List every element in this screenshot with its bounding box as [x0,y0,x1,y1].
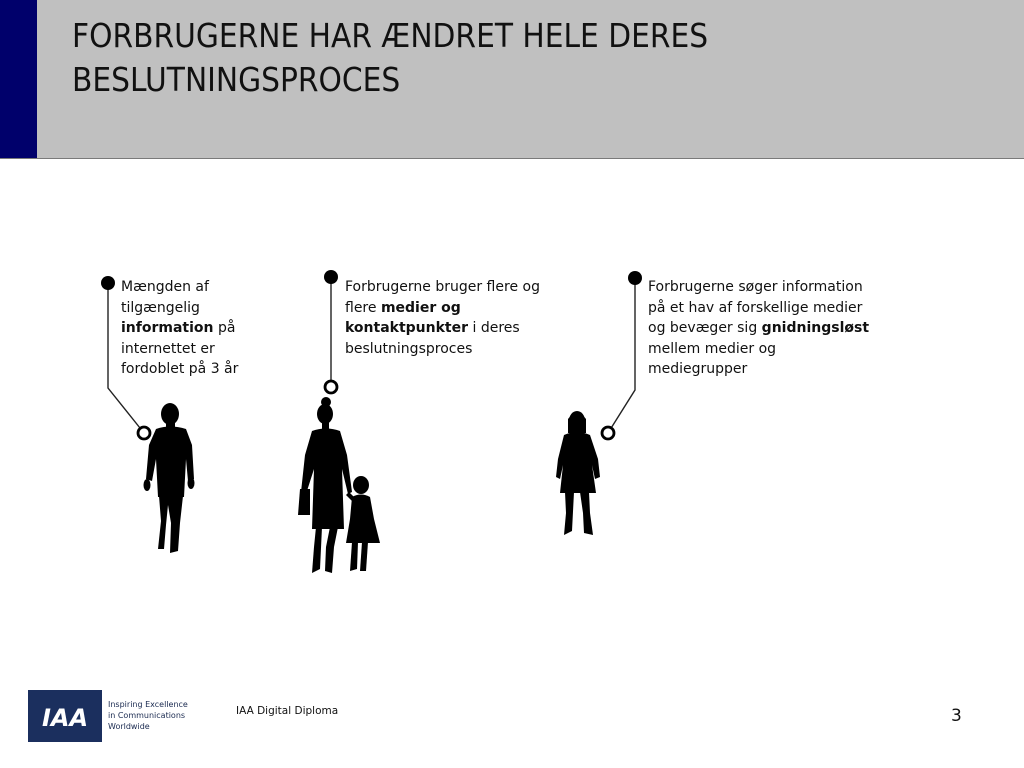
connector-dot-3 [628,271,642,285]
connector-ring-2 [325,381,337,393]
page-number: 3 [951,706,962,726]
connector-line-3 [608,278,635,433]
child-silhouette-icon [554,407,604,539]
callout-2: Forbrugerne bruger flere og flere medier og kontaktpunkter i deres beslutningsproces [345,279,540,357]
footer-label: IAA Digital Diploma [236,705,339,717]
tagline-line-3: Worldwide [108,722,150,731]
title-bar [0,0,1024,159]
tagline-line-2: in Communications [108,711,186,720]
title-accent-bar [0,0,37,158]
logo-text: IAA [41,704,89,732]
connector-dot-2 [324,270,338,284]
slide-title-line-1: FORBRUGERNE HAR ÆNDRET HELE DERES [72,16,709,55]
slide-title [72,14,900,102]
iaa-logo-icon [28,690,102,742]
footer-tagline [108,699,188,732]
callout-1: Mængden af tilgængelig information på internettet er fordoblet på 3 år [121,279,239,377]
callout-3: Forbrugerne søger information på et hav af forskellige medier og bevæger sig gnidningsløst mellem medier og mediegrupper [648,279,870,377]
slide-title-line-2: BESLUTNINGSPROCES [72,60,401,99]
tagline-line-1: Inspiring Excellence [108,700,188,709]
person-silhouette-icon [142,401,202,556]
connector-dot-1 [101,276,115,290]
mother-child-silhouette-icon [292,397,382,577]
